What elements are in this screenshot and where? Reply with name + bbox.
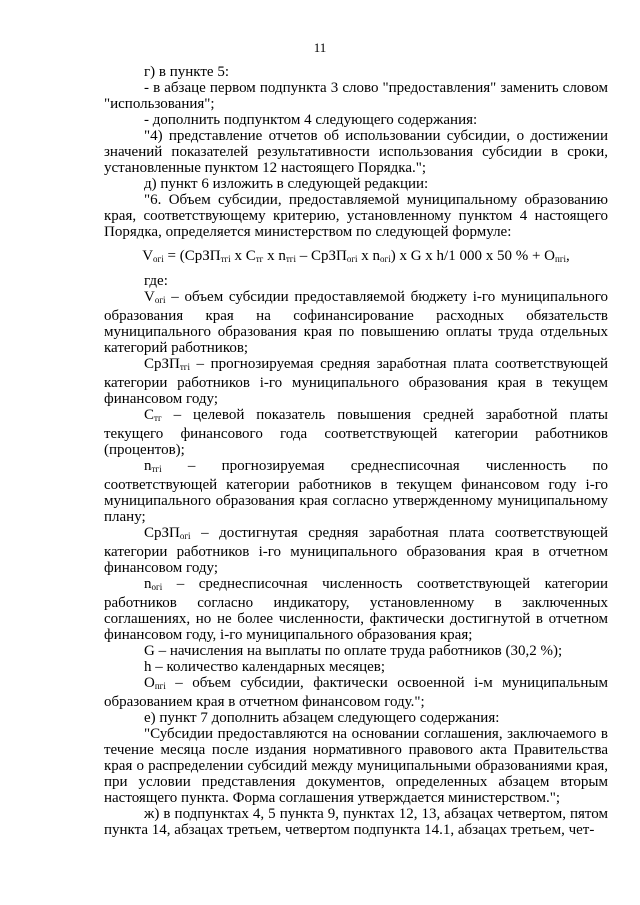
formula-subscript: тг	[255, 254, 264, 264]
definition-text: – среднесписочная численность соответствующей категории работников согласно индикатору, установленному в заключенных соглашениях, но не более численности, фактически достигнутой в отчетном финансовом году, i-го муниципального образования края;	[104, 576, 608, 643]
formula-part: х n	[263, 248, 286, 264]
document-body	[104, 64, 608, 838]
formula-subscript: огi	[153, 254, 164, 264]
definition-g: G – начисления на выплаты по оплате труда работников (30,2 %);	[144, 643, 563, 659]
definition-h: h – количество календарных месяцев;	[144, 659, 386, 675]
definition-symbol: СрЗП	[144, 525, 180, 541]
definition-o-pg	[104, 675, 608, 710]
page-number: 11	[313, 40, 327, 55]
paragraph-item-zh: ж) в подпунктах 4, 5 пункта 9, пунктах 12, 13, абзацах четвертом, пятом пункта 14, абзацах третьем, четвертом подпункта 14.1, абзацах третьем, чет-	[104, 806, 608, 838]
definition-symbol: С	[144, 407, 155, 423]
definition-subscript: тг	[154, 413, 162, 423]
paragraph-item-e: е) пункт 7 дополнить абзацем следующего содержания:	[144, 710, 500, 726]
definition-v	[104, 289, 608, 356]
paragraph-where: где:	[144, 273, 168, 289]
definition-subscript: тгi	[151, 464, 162, 474]
paragraph-item-g: г) в пункте 5:	[144, 64, 230, 80]
paragraph-add-subitem: - дополнить подпунктом 4 следующего содержания:	[144, 112, 478, 128]
definition-subscript: пгi	[154, 681, 166, 691]
formula-part: = (СрЗП	[163, 248, 221, 264]
definition-subscript: тгi	[179, 362, 190, 372]
definition-subscript: огi	[151, 582, 163, 592]
definition-text: – объем субсидии предоставляемой бюджету i-го муниципального образования края на софинансирование расходных обязательств муниципального образования края по повышению оплаты труда отдельных категорий работников;	[104, 289, 608, 356]
definition-text: – прогнозируемая средняя заработная плата соответствующей категории работников i-го муниципального образования края в текущем финансовом году;	[104, 356, 608, 407]
formula-part: ) х G х h/1 000 х 50 % + О	[390, 248, 556, 264]
formula-part: х С	[230, 248, 256, 264]
paragraph-agreement: "Субсидии предоставляются на основании соглашения, заключаемого в течение месяца после издания нормативного правового акта Правительства края о распределении субсидий между муниципальными образованиями края, при условии представления документов, определенных абзацем вторым настоящего пункта. Форма соглашения утверждается министерством.";	[104, 726, 608, 806]
formula-part: V	[142, 248, 154, 264]
definition-symbol: n	[144, 576, 152, 592]
definition-text: – достигнутая средняя заработная плата соответствующей категории работников i-го муниципального образования края в отчетном финансовом году;	[104, 525, 608, 576]
definition-srzp-tg	[104, 356, 608, 407]
definition-srzp-og	[104, 525, 608, 576]
definition-text: – прогнозируемая среднесписочная численность по соответствующей категории работников в текущем финансовом году i-го муниципального образования края согласно утвержденному муниципальному плану;	[104, 458, 608, 525]
formula-part: – СрЗП	[295, 248, 347, 264]
definition-text: – объем субсидии, фактически освоенной i-м муниципальным образованием края в отчетном финансовом году.";	[104, 675, 608, 710]
definition-symbol: V	[144, 289, 155, 305]
definition-subscript: огi	[154, 295, 166, 305]
formula-subscript: тгi	[285, 254, 296, 264]
paragraph-replace-word: - в абзаце первом подпункта 3 слово "предоставления" заменить словом "использования";	[104, 80, 608, 112]
paragraph-item-6: "6. Объем субсидии, предоставляемой муниципальному образованию края, соответствующему критерию, установленному пунктом 4 настоящего Порядка, определяется министерством по следующей формуле:	[104, 192, 608, 240]
formula-subscript: огi	[380, 254, 391, 264]
paragraph-subitem-4: "4) представление отчетов об использовании субсидии, о достижении значений показателей результативности использования субсидии в сроки, установленные пунктом 12 настоящего Порядка.";	[104, 128, 608, 176]
definition-symbol: n	[144, 458, 152, 474]
definition-symbol: О	[144, 675, 155, 691]
formula-part: ,	[566, 248, 570, 264]
formula-part: х n	[357, 248, 381, 264]
definition-c-tg	[104, 407, 608, 458]
definition-n-tg	[104, 458, 608, 525]
subsidy-formula	[104, 248, 608, 267]
definition-subscript: огi	[179, 531, 191, 541]
definition-text: – целевой показатель повышения средней заработной платы текущего финансового года соответствующей категории работников (процентов);	[104, 407, 608, 458]
paragraph-item-d: д) пункт 6 изложить в следующей редакции:	[144, 176, 429, 192]
formula-subscript: огi	[346, 254, 358, 264]
definition-symbol: СрЗП	[144, 356, 180, 372]
formula-subscript: тгi	[220, 254, 231, 264]
formula-subscript: пгi	[555, 254, 567, 264]
definition-n-og	[104, 576, 608, 643]
